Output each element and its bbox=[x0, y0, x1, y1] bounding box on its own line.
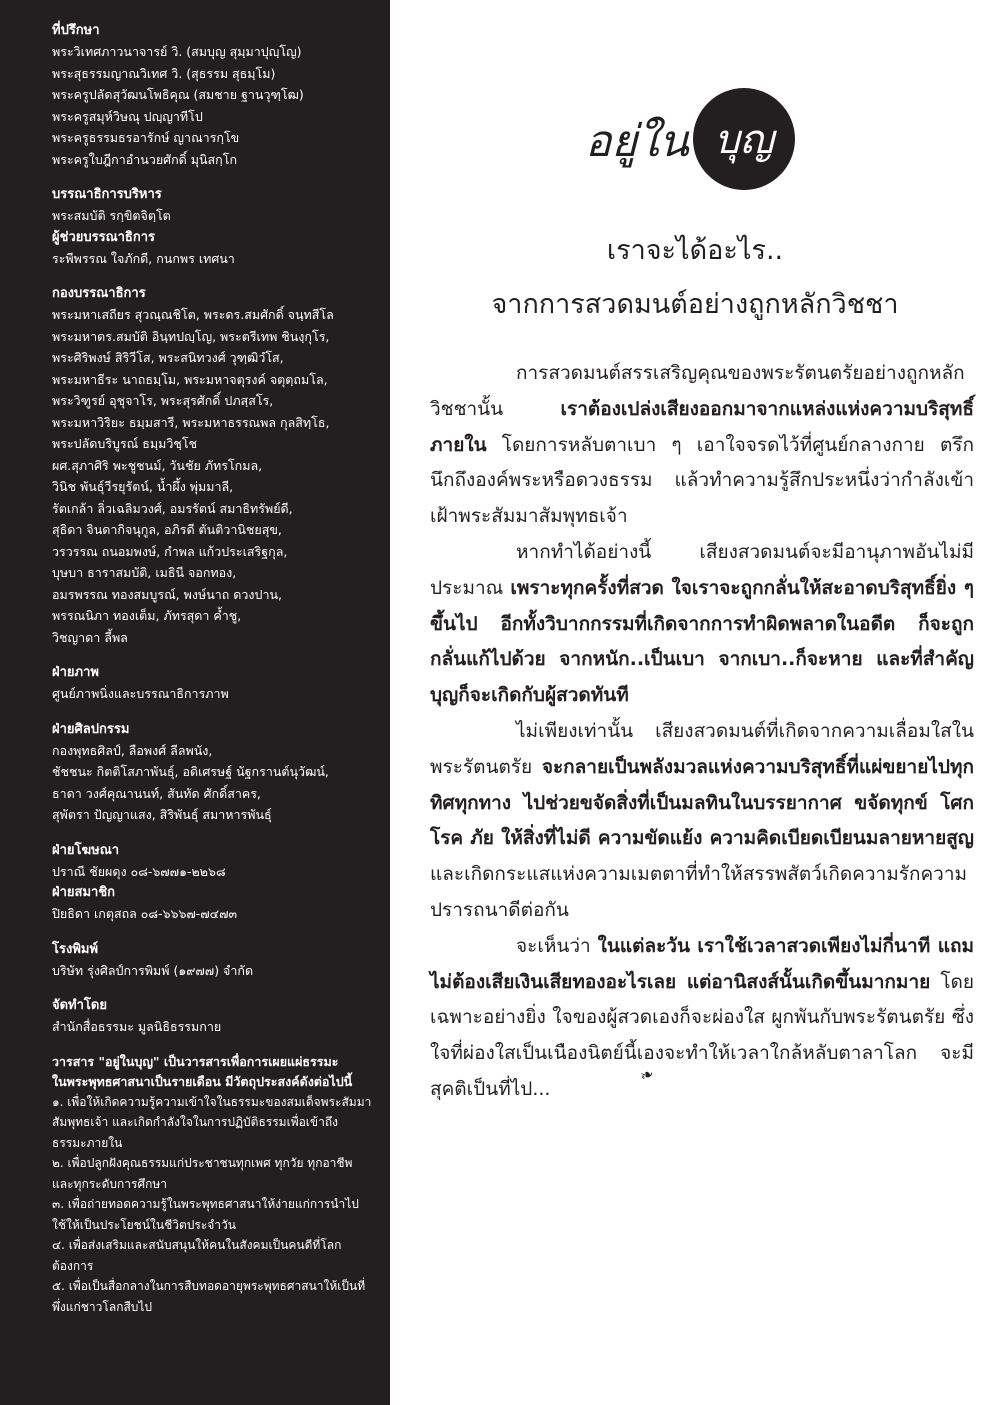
printer-section bbox=[52, 939, 372, 982]
paragraph bbox=[430, 929, 974, 1108]
credit-line: ปราณี ชัยผดุง ๐๘-๖๗๗๑-๒๒๖๘ bbox=[52, 863, 226, 879]
bold-text-run: เพราะทุกครั้งที่สวด ใจเราจะถูกกลั่นให้สะอาดบริสุทธิ์ยิ่ง ๆ ขึ้นไป อีกทั้งวิบากกรรมที่เกิดจากการทำผิดพลาดในอดีต ก็จะถูกกลั่นแก้ไปด้วย จากหนัก..เป็นเบา จากเบา..ก็จะหาย และที่สำคัญบุญก็จะเกิดกับผู้สวดทันที bbox=[430, 576, 974, 707]
section-title: ฝ่ายโฆษณา bbox=[52, 842, 120, 858]
section-title: กองบรรณาธิการ bbox=[52, 286, 146, 301]
credit-line: พระมหาธีระ นาถธมฺโม, พระมหาจตุรงค์ จตุตฺถมโล, bbox=[52, 371, 328, 387]
paragraph bbox=[430, 356, 974, 535]
credit-line: วินิช พันธุ์วีรยุรัตน์, น้ำผึ้ง พุ่มมาลี, bbox=[52, 479, 234, 494]
section-title: ฝ่ายภาพ bbox=[52, 665, 99, 680]
section-title: ที่ปรึกษา bbox=[52, 23, 100, 38]
credit-line: รัตเกล้า ลิ่วเฉลิมวงศ์, อมรรัตน์ สมาธิทรัพย์ดี, bbox=[52, 500, 293, 516]
leaf-icon: ❧ bbox=[636, 1063, 657, 1086]
art-section bbox=[52, 719, 372, 826]
text-run: และเกิดกระแสแห่งความเมตตาที่ทำให้สรรพสัตว์เกิดความรักความปรารถนาดีต่อกัน bbox=[430, 863, 968, 921]
credit-line: ศูนย์ภาพนิ่งและบรรณาธิการภาพ bbox=[52, 686, 229, 701]
purpose-title: วารสาร "อยู่ในบุญ" เป็นวารสารเพื่อการเผยแผ่ธรรมะ bbox=[52, 1053, 339, 1069]
credit-line: วิชญาดา ลี้พล bbox=[52, 629, 128, 645]
credit-line: พระมหาวิริยะ ธมฺมสารี, พระมหาธรรณพล กุลสิทฺโธ, bbox=[52, 414, 330, 430]
purpose-title: ในพระพุทธศาสนาเป็นรายเดือน มีวัตถุประสงค์ดังต่อไปนี้ bbox=[52, 1073, 353, 1089]
magazine-logo bbox=[585, 88, 815, 198]
credit-line: พระวิเทศภาวนาจารย์ วิ. (สมบุญ สุมฺมาปุญฺโญ) bbox=[52, 44, 302, 59]
editorial-section bbox=[52, 283, 372, 648]
credit-line: บริษัท รุ่งศิลป์การพิมพ์ (๑๙๗๗) จำกัด bbox=[52, 962, 254, 978]
credit-line: พระสุธรรมญาณวิเทศ วิ. (สุธรรม สุธมฺโม) bbox=[52, 65, 276, 81]
paragraph bbox=[430, 714, 974, 929]
credit-line: พระวิฑูรย์ อุชุจาโร, พระสุรศักดิ์ ปภสฺสโร, bbox=[52, 393, 274, 408]
credit-line: อมรพรรณ ทองสมบูรณ์, พงษ์นาถ ดวงปาน, bbox=[52, 586, 283, 602]
article-title-line1: เราจะได้อะไร.. bbox=[606, 235, 784, 266]
credit-line: พรรณนิภา ทองเต็ม, ภัทรสุดา ค้ำชู, bbox=[52, 608, 242, 623]
credit-line: ผศ.สุภาศิริ พะชูชนม์, วันชัย ภัทรโกมล, bbox=[52, 457, 263, 473]
section-title: โรงพิมพ์ bbox=[52, 941, 99, 957]
text-run: จะเห็นว่า bbox=[516, 934, 598, 957]
credit-line: กองพุทธศิลป์, ลือพงศ์ ลีลพนัง, bbox=[52, 742, 213, 758]
credit-line: พระครูสมุห์วิษณุ ปญฺญาทีโป bbox=[52, 108, 203, 124]
logo-script-text: อยู่ใน bbox=[585, 116, 689, 167]
credit-line: ระพีพรรณ ใจภักดี, กนกพร เทศนา bbox=[52, 250, 235, 266]
credit-line: พระมหาดร.สมบัติ อินฺทปญฺโญ, พระตรีเทพ ชินงฺกุโร, bbox=[52, 328, 330, 344]
credit-line: สำนักสื่อธรรมะ มูลนิธิธรรมกาย bbox=[52, 1019, 222, 1034]
purpose-item: ๓. เพื่อถ่ายทอดความรู้ในพระพุทธศาสนาให้ง่ายแก่การนำไปใช้ให้เป็นประโยชน์ในชีวิตประจำวัน bbox=[52, 1197, 359, 1232]
logo-circle-text: บุญ bbox=[714, 117, 774, 163]
producer-section bbox=[52, 995, 372, 1038]
credit-line: พระมหาเสถียร สุวณฺณชิโต, พระดร.สมศักดิ์ จนฺทสีโล bbox=[52, 307, 334, 322]
section-title: ฝ่ายศิลปกรรม bbox=[52, 721, 130, 737]
bold-text-run: เราต้องเปล่งเสียงออกมาจากแหล่งแห่งความบริสุทธิ์ภายใน bbox=[430, 397, 974, 456]
credit-line: พระครูปลัดสุวัฒนโพธิคุณ (สมชาย ฐานวุฑฺโฒ) bbox=[52, 87, 304, 102]
advisors-section bbox=[52, 20, 372, 170]
credit-line: สุพัตรา ปัญญาแสง, สิริพันธุ์ สมาหารพันธุ์ bbox=[52, 807, 272, 822]
credit-line: ชัชชนะ กิตติโสภาพันธุ์, อดิเศรษฐ์ นัฐกรานต์นุวัฒน์, bbox=[52, 764, 329, 779]
credit-line: สุธิดา จินดากิจนุกูล, อภิรดี ตันติวานิชยสุข, bbox=[52, 522, 282, 537]
credit-line: พระศิริพงษ์ สิริวีโส, พระสนิทวงศ์ วุฑฺฒิวํโส, bbox=[52, 350, 284, 365]
credit-line: บุษบา ธาราสมบัติ, เมธินี จอกทอง, bbox=[52, 565, 237, 580]
credit-line: พระครูใบฎีกาอำนวยศักดิ์ มุนิสกฺโก bbox=[52, 151, 238, 167]
photo-section bbox=[52, 662, 372, 705]
text-run: การสวดมนต์สรรเสริญคุณของพระรัตนตรัยอย่างถูกหลักวิชชานั้น bbox=[430, 362, 965, 420]
credit-line: วรวรรณ ถนอมพงษ์, กำพล แก้วประเสริฐกุล, bbox=[52, 543, 288, 559]
masthead-sidebar bbox=[0, 0, 390, 1405]
article-body bbox=[430, 356, 974, 1108]
section-title: จัดทำโดย bbox=[52, 998, 107, 1013]
editor-section bbox=[52, 184, 372, 269]
bold-text-run: ในแต่ละวัน เราใช้เวลาสวดเพียงไม่กี่นาที แถมไม่ต้องเสียเงินเสียทองอะไรเลย แต่อานิสงส์นั้นเกิดขึ้นมากมาย bbox=[430, 934, 974, 993]
credit-line: ปิยธิดา เกตุสถล ๐๘-๖๖๖๗-๗๔๗๓ bbox=[52, 906, 238, 921]
purpose-item: ๔. เพื่อส่งเสริมและสนับสนุนให้คนในสังคมเป็นคนดีที่โลกต้องการ bbox=[52, 1238, 342, 1273]
credit-line: พระปลัดบริบูรณ์ ธมฺมวิชฺโช bbox=[52, 436, 198, 451]
credit-line: ธาดา วงศ์คุณานนท์, สันทัด ศักดิ์สาคร, bbox=[52, 785, 261, 801]
bold-text-run: จะกลายเป็นพลังมวลแห่งความบริสุทธิ์ที่แผ่ขยายไปทุกทิศทุกทาง ไปช่วยขจัดสิ่งที่เป็นมลทินในบรรยากาศ ขจัดทุกข์ โศก โรค ภัย ให้สิ่งที่ไม่ดี ความขัดแย้ง ความคิดเบียดเบียนมลายหายสูญ bbox=[430, 755, 974, 850]
purpose-item: ๕. เพื่อเป็นสื่อกลางในการสืบทอดอายุพระพุทธศาสนาให้เป็นที่พึ่งแก่ชาวโลกสืบไป bbox=[52, 1279, 366, 1314]
text-run: หากทำได้อย่างนี้ เสียงสวดมนต์จะมีอานุภาพอันไม่มีประมาณ bbox=[430, 540, 974, 599]
credit-line: พระครูธรรมธรอารักษ์ ญาณารกฺโข bbox=[52, 130, 240, 145]
paragraph bbox=[430, 535, 974, 714]
credit-line: พระสมบัติ รกฺขิตจิตฺโต bbox=[52, 208, 171, 223]
article-title-line2: จากการสวดมนต์อย่างถูกหลักวิชชา bbox=[491, 289, 899, 320]
purpose-section bbox=[52, 1052, 372, 1318]
text-run: โดยเฉพาะอย่างยิ่ง ใจของผู้สวดเองก็จะผ่องใส ผูกพันกับพระรัตนตรัย ซึ่งใจที่ผ่องใสเป็นเนืองนิตย์นี้เองจะทำให้เวลาใกล้หลับตาลาโลก จะมีสุคติเป็นที่ไป... bbox=[430, 970, 974, 1100]
advertising-section bbox=[52, 840, 372, 925]
section-title: ฝ่ายสมาชิก bbox=[52, 885, 116, 900]
text-run: โดยการหลับตาเบา ๆ เอาใจจรดไว้ที่ศูนย์กลางกาย ตรึกนึกถึงองค์พระหรือดวงธรรม แล้วทำความรู้สึกประหนึ่งว่ากำลังเข้าเฝ้าพระสัมมาสัมพุทธเจ้า bbox=[430, 433, 974, 528]
section-title: บรรณาธิการบริหาร bbox=[52, 187, 162, 202]
purpose-item: ๑. เพื่อให้เกิดความรู้ความเข้าใจในธรรมะของสมเด็จพระสัมมาสัมพุทธเจ้า และเกิดกำลังใจในการปฏิบัติธรรมเพื่อเข้าถึงธรรมะภายใน bbox=[52, 1094, 372, 1150]
article-column bbox=[390, 0, 1000, 1405]
logo-circle bbox=[693, 88, 795, 190]
purpose-item: ๒. เพื่อปลูกฝังคุณธรรมแก่ประชาชนทุกเพศ ทุกวัย ทุกอาชีพ และทุกระดับการศึกษา bbox=[52, 1156, 353, 1191]
section-title: ผู้ช่วยบรรณาธิการ bbox=[52, 229, 156, 245]
text-run: ไม่เพียงเท่านั้น เสียงสวดมนต์ที่เกิดจากความเลื่อมใสในพระรัตนตรัย bbox=[430, 719, 974, 778]
